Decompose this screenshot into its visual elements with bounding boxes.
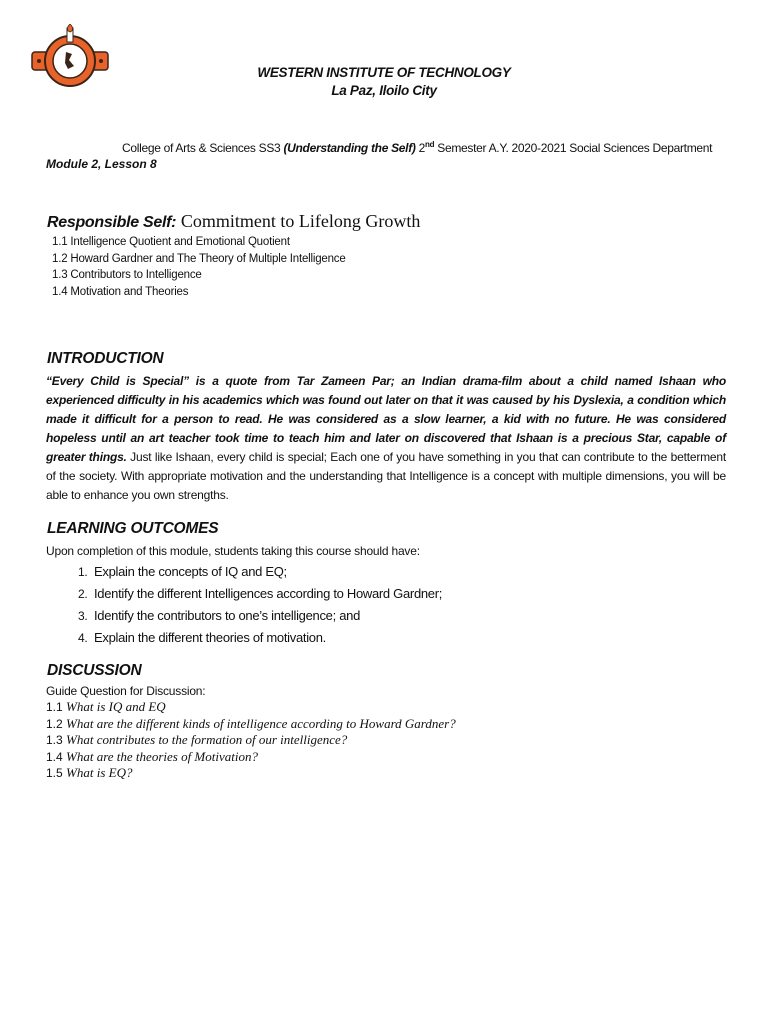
question-text: What are the different kinds of intelligence according to Howard Gardner? — [66, 715, 456, 731]
outcome-text: Identify the different Intelligences according to Howard Gardner; — [94, 586, 443, 601]
outcome-text: Identify the contributors to one’s intelligence; and — [94, 608, 361, 623]
topic-item: 1.1 Intelligence Quotient and Emotional Quotient — [52, 236, 290, 248]
learning-outcomes-intro: Upon completion of this module, students taking this course should have: — [46, 544, 420, 558]
outcome-text: Explain the different theories of motivation. — [94, 630, 326, 645]
semester-number: 2 — [415, 141, 426, 155]
question-number: 1.1 — [46, 700, 67, 714]
topic-item: 1.4 Motivation and Theories — [52, 285, 189, 298]
lesson-title — [47, 211, 420, 232]
question-item — [46, 716, 456, 733]
question-text: What are the theories of Motivation? — [66, 748, 258, 764]
course-info-line — [122, 140, 712, 155]
module-lesson-label: Module 2, Lesson 8 — [46, 157, 157, 171]
question-item — [46, 749, 456, 766]
outcome-item — [78, 627, 442, 649]
question-number: 1.4 — [46, 749, 67, 764]
question-item — [46, 732, 456, 749]
learning-outcomes-heading: LEARNING OUTCOMES — [47, 520, 219, 537]
course-name: (Understanding the Self) — [283, 141, 416, 155]
outcome-item — [78, 583, 442, 605]
course-college: College of Arts & Sciences SS3 — [122, 141, 284, 155]
outcome-number: 1. — [78, 565, 88, 579]
question-text: What is EQ? — [66, 765, 133, 780]
question-text: What is IQ and EQ — [66, 699, 166, 714]
question-item — [46, 765, 456, 782]
outcome-item — [78, 605, 442, 627]
outcome-number: 3. — [78, 609, 88, 623]
outcome-number: 4. — [78, 631, 88, 645]
outcome-number: 2. — [78, 587, 88, 601]
lesson-topics-list — [52, 234, 346, 300]
institution-name: WESTERN INSTITUTE OF TECHNOLOGY — [257, 65, 511, 80]
introduction-quote-text: “Every Child is Special” is a quote from Tar Zameen Par; an Indian drama-film about a child named Ishaan who experienced difficulty in his academics which was found out later on that it was caused by his Dyslexia, a condition which made it difficult for a person to read. He was considered as a slow learner, a kid with no future. He was considered hopeless until an art teacher took time to teach him and later on discovered that Ishaan is a precious Star, capable of greater things. — [46, 374, 726, 464]
discussion-guide-label: Guide Question for Discussion: — [46, 684, 206, 698]
introduction-heading: INTRODUCTION — [47, 350, 164, 367]
outcome-item — [78, 561, 442, 583]
introduction-paragraph — [46, 372, 726, 505]
question-number: 1.2 — [46, 716, 67, 731]
institution-location: La Paz, Iloilo City — [331, 83, 437, 98]
topic-item: 1.3 Contributors to Intelligence — [52, 269, 202, 282]
question-text: What contributes to the formation of our intelligence? — [66, 732, 348, 747]
introduction-body-text: Just like Ishaan, every child is special; Each one of you have something in you that can contribute to the betterment of the society. With appropriate motivation and the understanding that Intelligence is a concept with multiple dimensions, you will be able to enhance you own strengths. — [46, 450, 726, 502]
question-number: 1.5 — [46, 766, 67, 780]
lesson-title-label: Responsible Self: — [47, 214, 177, 231]
lesson-title-text: Commitment to Lifelong Growth — [180, 211, 421, 231]
outcome-text: Explain the concepts of IQ and EQ; — [94, 564, 287, 579]
discussion-heading: DISCUSSION — [47, 662, 142, 679]
discussion-questions-list — [46, 699, 456, 782]
topic-item: 1.2 Howard Gardner and The Theory of Multiple Intelligence — [52, 252, 346, 265]
course-semester-department: Semester A.Y. 2020-2021 Social Sciences Department — [434, 141, 713, 155]
question-item — [46, 699, 456, 716]
question-number: 1.3 — [46, 733, 67, 747]
learning-outcomes-list — [78, 561, 442, 649]
semester-ordinal: nd — [425, 140, 435, 149]
